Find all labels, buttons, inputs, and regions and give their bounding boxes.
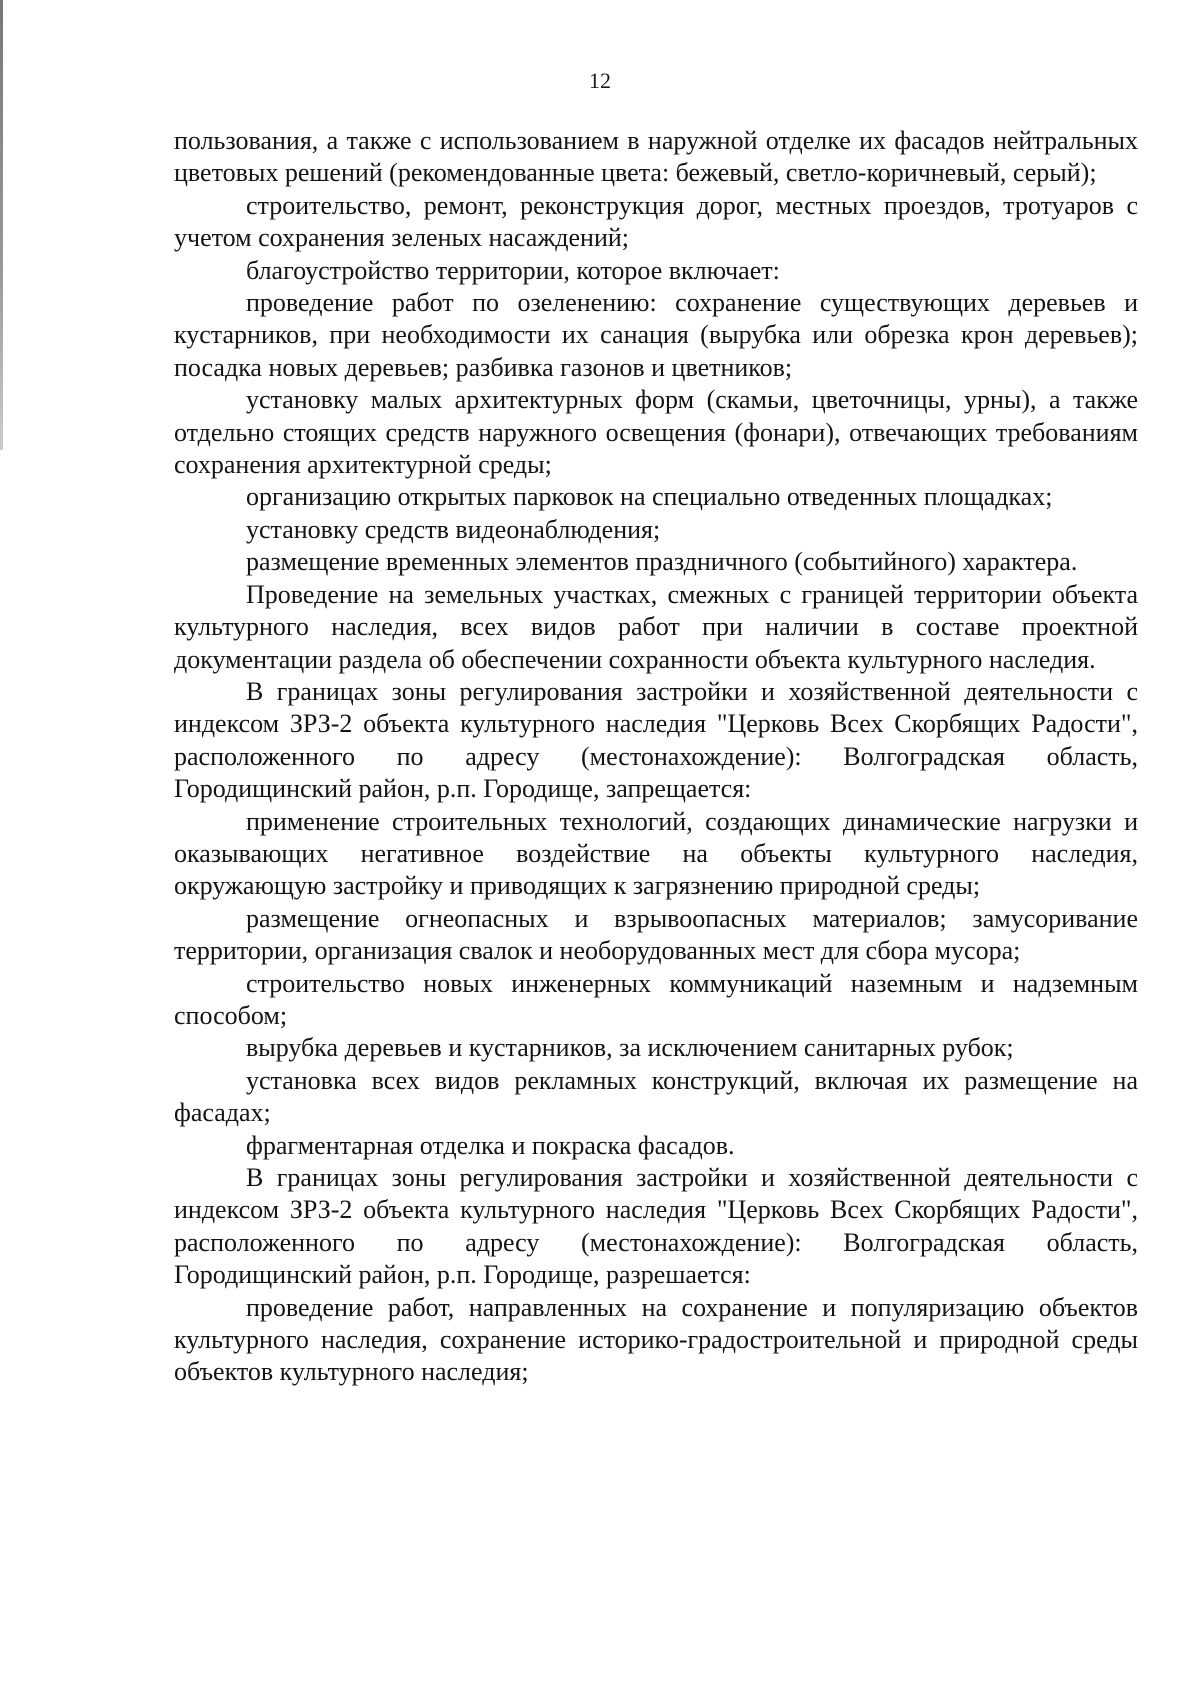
paragraph-continuation: пользования, а также с использованием в наружной отделке их фасадов нейтральных цветовых решений (рекомендованные цвета: бежевый, светло-коричневый, серый);: [174, 126, 1138, 188]
paragraph: проведение работ, направленных на сохранение и популяризацию объектов культурного наследия, сохранение историко-градостроительной и природной среды объектов культурного наследия;: [174, 1292, 1138, 1387]
paragraph: фрагментарная отделка и покраска фасадов.: [246, 1130, 735, 1160]
paragraph: установку малых архитектурных форм (скамьи, цветочницы, урны), а также отдельно стоящих средств наружного освещения (фонари), отвечающих требованиям сохранения архитектурной среды;: [174, 385, 1138, 480]
document-body: [174, 125, 1138, 1389]
paragraph: В границах зоны регулирования застройки и хозяйственной деятельности с индексом ЗРЗ-2 объекта культурного наследия "Церковь Всех Скорбящих Радости", расположенного по адресу (местонахождение): Волгоградская область, Городищинский район, р.п. Городище, запрещается:: [174, 676, 1138, 804]
paragraph: строительство, ремонт, реконструкция дорог, местных проездов, тротуаров с учетом сохранения зеленых насаждений;: [174, 190, 1138, 253]
paragraph: строительство новых инженерных коммуникаций наземным и надземным способом;: [174, 968, 1138, 1030]
paragraph: размещение огнеопасных и взрывоопасных материалов; замусоривание территории, организация свалок и необорудованных мест для сбора мусора;: [174, 903, 1138, 966]
paragraph: размещение временных элементов праздничного (событийного) характера.: [246, 547, 1078, 577]
paragraph: благоустройство территории, которое включает:: [246, 255, 780, 285]
paragraph: Проведение на земельных участках, смежных с границей территории объекта культурного наследия, всех видов работ при наличии в составе проектной документации раздела об обеспечении сохранности объекта культурного наследия.: [174, 579, 1138, 674]
paragraph: вырубка деревьев и кустарников, за исключением санитарных рубок;: [246, 1033, 1014, 1063]
paragraph: организацию открытых парковок на специально отведенных площадках;: [246, 482, 1053, 512]
paragraph: установка всех видов рекламных конструкций, включая их размещение на фасадах;: [174, 1065, 1138, 1128]
paragraph: применение строительных технологий, создающих динамические нагрузки и оказывающих негативное воздействие на объекты культурного наследия, окружающую застройку и приводящих к загрязнению природной среды;: [174, 806, 1138, 901]
page-number: 12: [589, 68, 611, 93]
paragraph: установку средств видеонаблюдения;: [246, 514, 661, 544]
paragraph: В границах зоны регулирования застройки и хозяйственной деятельности с индексом ЗРЗ-2 объекта культурного наследия "Церковь Всех Скорбящих Радости", расположенного по адресу (местонахождение): Волгоградская область, Городищинский район, р.п. Городище, разрешается:: [174, 1163, 1138, 1290]
paragraph: проведение работ по озеленению: сохранение существующих деревьев и кустарников, при необходимости их санация (вырубка или обрезка крон деревьев); посадка новых деревьев; разбивка газонов и цветников;: [174, 288, 1138, 382]
